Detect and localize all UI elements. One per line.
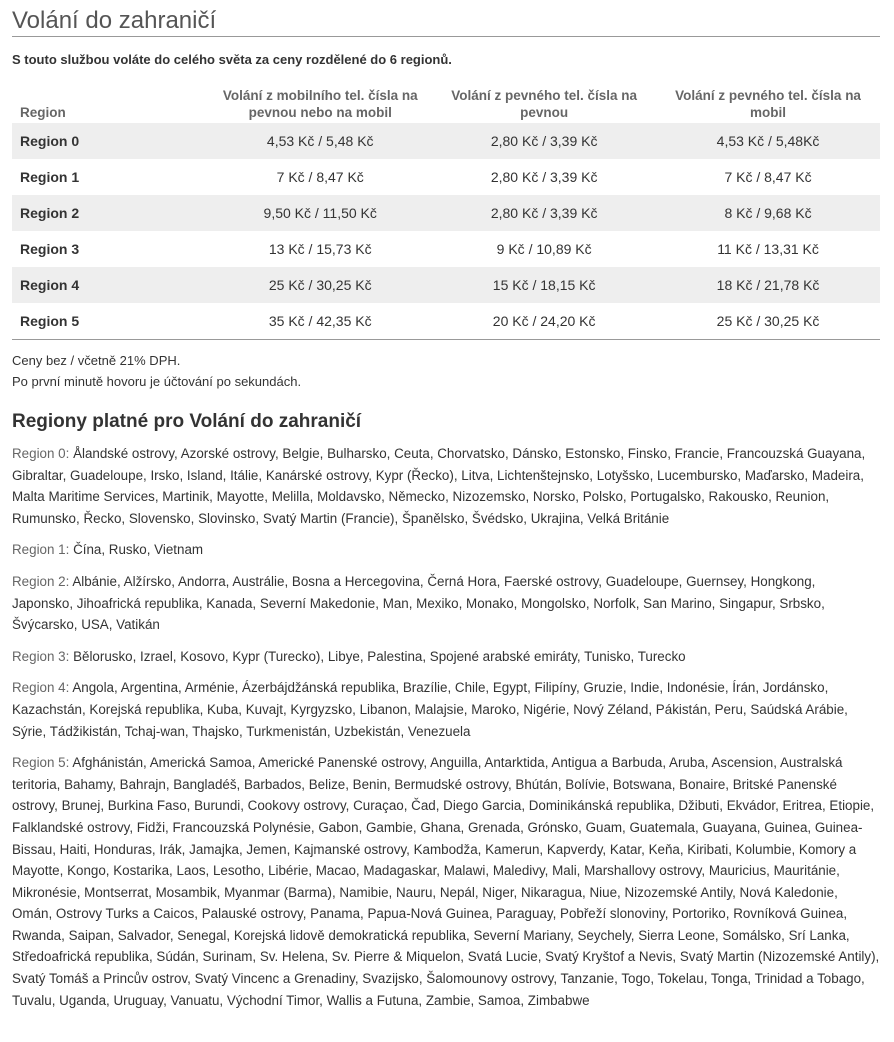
price-cell: 8 Kč / 9,68 Kč xyxy=(656,195,880,231)
region-label: Region 3: xyxy=(12,648,70,664)
region-countries: Čína, Rusko, Vietnam xyxy=(73,542,204,558)
region-name-cell: Region 3 xyxy=(20,241,80,257)
table-row xyxy=(12,303,880,340)
column-header-fixed-to-fixed: Volání z pevného tel. čísla na pevnou xyxy=(451,88,638,120)
region-label: Region 2: xyxy=(12,573,70,589)
table-header-row xyxy=(12,87,880,123)
region-list xyxy=(12,443,880,1011)
price-cell: 2,80 Kč / 3,39 Kč xyxy=(490,169,598,185)
region-1-paragraph xyxy=(12,539,880,561)
price-cell: 13 Kč / 15,73 Kč xyxy=(268,241,372,257)
price-cell: 7 Kč / 8,47 Kč xyxy=(276,169,364,185)
region-name-cell: Region 0 xyxy=(12,123,208,159)
region-countries: Angola, Argentina, Arménie, Ázerbájdžánská republika, Brazílie, Chile, Egypt, Filipíny, Gruzie, Indie, Indonésie, Írán, Jordánsko, Kazachstán, Korejská republika, Kuba, Kuvajt, Kyrgyzsko, Libanon, Malajsie, Maroko, Nigérie, Nový Zéland, Pákistán, Peru, Saúdská Arábie, Sýrie, Tádžikistán, Tchaj-wan, Thajsko, Turkmenistán, Uzbekistán, Venezuela xyxy=(12,680,848,739)
price-cell: 9,50 Kč / 11,50 Kč xyxy=(208,195,432,231)
region-label: Region 4: xyxy=(12,680,70,696)
region-0-paragraph xyxy=(12,443,880,529)
price-cell: 2,80 Kč / 3,39 Kč xyxy=(432,123,656,159)
table-row xyxy=(12,267,880,303)
region-5-paragraph xyxy=(12,752,880,1011)
region-3-paragraph xyxy=(12,646,880,668)
page xyxy=(12,0,880,1021)
table-row xyxy=(12,195,880,231)
price-notes xyxy=(12,350,880,392)
region-label: Region 5: xyxy=(12,755,70,771)
price-cell: 9 Kč / 10,89 Kč xyxy=(496,241,592,257)
table-row xyxy=(12,123,880,159)
price-cell: 7 Kč / 8,47 Kč xyxy=(724,169,812,185)
price-table xyxy=(12,87,880,340)
column-header-region: Region xyxy=(20,105,66,120)
price-cell: 20 Kč / 24,20 Kč xyxy=(432,303,656,340)
region-label: Region 1: xyxy=(12,542,70,558)
region-name-cell: Region 4 xyxy=(12,267,208,303)
region-label: Region 0: xyxy=(12,446,70,461)
region-name-cell: Region 5 xyxy=(12,303,208,340)
region-countries: Albánie, Alžírsko, Andorra, Austrálie, Bosna a Hercegovina, Černá Hora, Faerské ostrovy, Guadeloupe, Guernsey, Hongkong, Japonsko, Jihoafrická republika, Kanada, Severní Makedonie, Man, Mexiko, Monako, Mongolsko, Norfolk, San Marino, Singapur, Srbsko, Švýcarsko, USA, Vatikán xyxy=(12,573,825,633)
price-cell: 18 Kč / 21,78 Kč xyxy=(656,267,880,303)
column-header-fixed-to-mobile: Volání z pevného tel. čísla na mobil xyxy=(675,88,861,120)
region-4-paragraph xyxy=(12,677,880,742)
region-countries: Ålandské ostrovy, Azorské ostrovy, Belgie, Bulharsko, Ceuta, Chorvatsko, Dánsko, Estonsko, Finsko, Francie, Francouzská Guayana, Gibraltar, Guadeloupe, Irsko, Island, Itálie, Kanárské ostrovy, Kypr (Řecko), Litva, Lichtenštejnsko, Lotyšsko, Lucembursko, Maďarsko, Madeira, Malta Maritime Services, Martinik, Mayotte, Melilla, Moldavsko, Německo, Nizozemsko, Norsko, Polsko, Portugalsko, Rakousko, Reunion, Rumunsko, Řecko, Slovensko, Slovinsko, Svatý Martin (Francie), Španělsko, Švédsko, Ukrajina, Velká Británie xyxy=(12,446,866,526)
table-row xyxy=(12,159,880,195)
billing-note: Po první minutě hovoru je účtování po sekundách. xyxy=(12,374,302,389)
table-row xyxy=(12,231,880,267)
price-cell: 4,53 Kč / 5,48 Kč xyxy=(208,123,432,159)
regions-heading: Regiony platné pro Volání do zahraničí xyxy=(12,411,362,432)
price-cell: 15 Kč / 18,15 Kč xyxy=(432,267,656,303)
price-cell: 25 Kč / 30,25 Kč xyxy=(656,303,880,340)
region-countries: Bělorusko, Izrael, Kosovo, Kypr (Turecko), Libye, Palestina, Spojené arabské emiráty, Tunisko, Turecko xyxy=(73,648,686,664)
price-cell: 35 Kč / 42,35 Kč xyxy=(208,303,432,340)
region-name-cell: Region 2 xyxy=(12,195,208,231)
region-countries: Afghánistán, Americká Samoa, Americké Panenské ostrovy, Anguilla, Antarktida, Antigua a Barbuda, Aruba, Ascension, Australská teritoria, Bahamy, Bahrajn, Bangladéš, Barbados, Belize, Benin, Bermudské ostrovy, Bhútán, Bolívie, Botswana, Bonaire, Britské Panenské ostrovy, Brunej, Burkina Faso, Burundi, Cookovy ostrovy, Curaçao, Čad, Diego Garcia, Dominikánská republika, Džibuti, Ekvádor, Eritrea, Etiopie, Falklandské ostrovy, Fidži, Francouzská Polynésie, Gabon, Gambie, Ghana, Grenada, Grónsko, Guam, Guatemala, Guayana, Guinea, Guinea-Bissau, Haiti, Honduras, Irák, Jamajka, Jemen, Kajmanské ostrovy, Kambodža, Kamerun, Kapverdy, Katar, Keňa, Kiribati, Kolumbie, Komory a Mayotte, Kongo, Kostarika, Laos, Lesotho, Libérie, Macao, Madagaskar, Malawi, Maledivy, Mali, Marshallovy ostrovy, Mauricius, Mauritánie, Mikronésie, Montserrat, Mosambik, Myanmar (Barma), Namibie, Nauru, Nepál, Niger, Nikaragua, Niue, Nizozemské Antily, Nová Kaledonie, Omán, Ostrovy Turks a Caicos, Palauské ostrovy, Panama, Papua-Nová Guinea, Paraguay, Pobřeží slonoviny, Portoriko, Rovníková Guinea, Rwanda, Saipan, Salvador, Senegal, Korejská lidově demokratická republika, Severní Mariany, Seychely, Sierra Leone, Somálsko, Srí Lanka, Středoafrická republika, Súdán, Surinam, Sv. Helena, Sv. Pierre & Miquelon, Svatá Lucie, Svatý Kryštof a Nevis, Svatý Martin (Nizozemské Antily), Svatý Tomáš a Princův ostrov, Svatý Vincenc a Grenadiny, Svazijsko, Šalomounovy ostrovy, Tanzanie, Togo, Tokelau, Tonga, Trinidad a Tobago, Tuvalu, Uganda, Uruguay, Vanuatu, Východní Timor, Wallis a Futuna, Zambie, Samoa, Zimbabwe xyxy=(12,755,880,1008)
page-title: Volání do zahraničí xyxy=(12,0,880,37)
region-2-paragraph xyxy=(12,571,880,636)
price-cell: 2,80 Kč / 3,39 Kč xyxy=(432,195,656,231)
price-cell: 11 Kč / 13,31 Kč xyxy=(717,241,819,257)
price-cell: 25 Kč / 30,25 Kč xyxy=(208,267,432,303)
intro-text: S touto službou voláte do celého světa za ceny rozdělené do 6 regionů. xyxy=(12,52,452,67)
price-cell: 4,53 Kč / 5,48Kč xyxy=(656,123,880,159)
region-name-cell: Region 1 xyxy=(20,169,80,185)
vat-note: Ceny bez / včetně 21% DPH. xyxy=(12,353,181,368)
column-header-mobile: Volání z mobilního tel. čísla na pevnou nebo na mobil xyxy=(222,88,418,120)
